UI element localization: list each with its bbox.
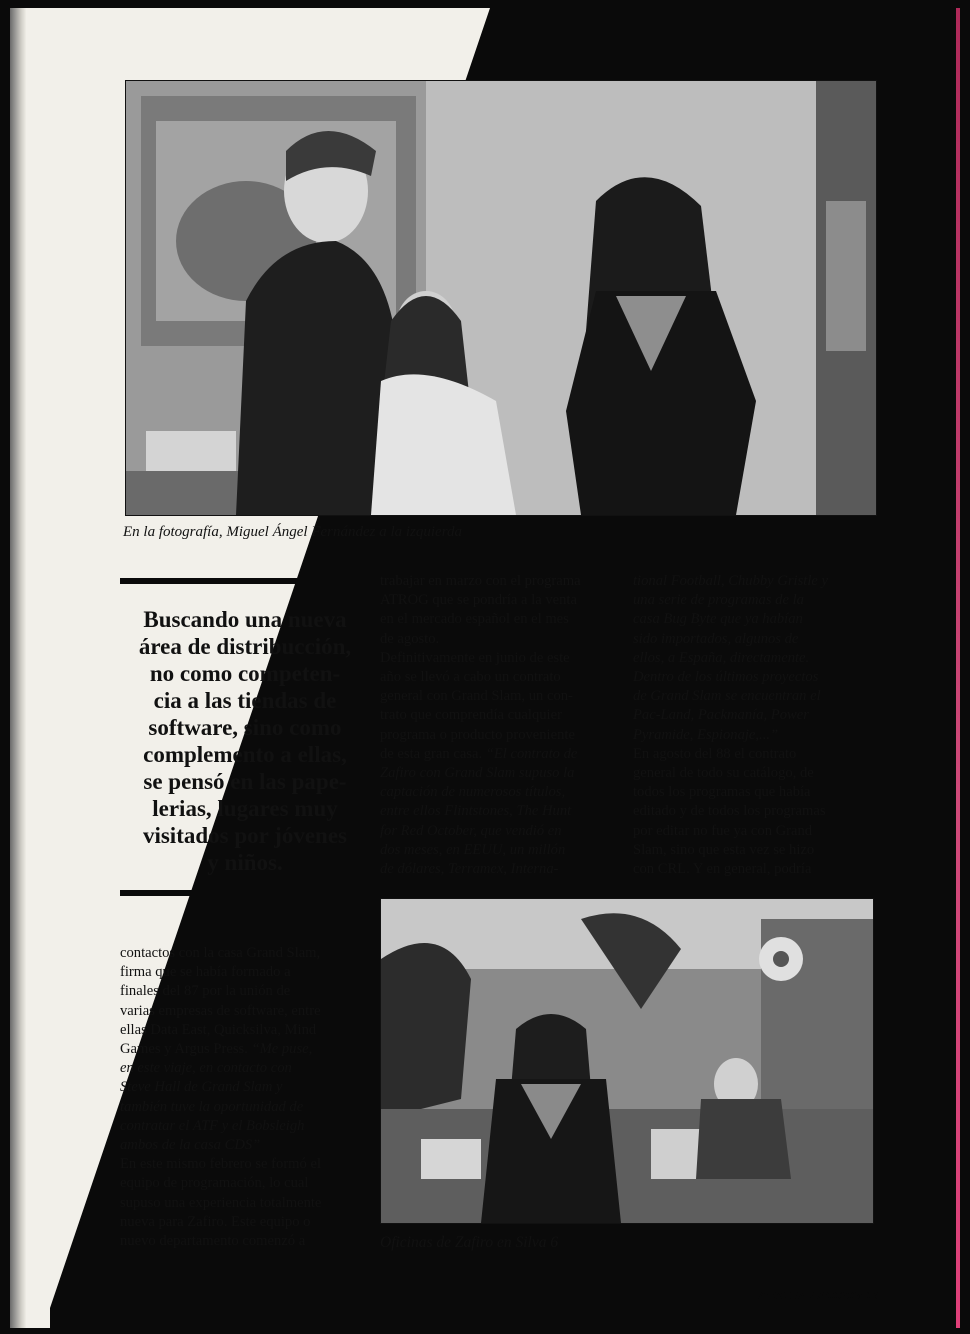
pullquote-line: área de distribucción, (138, 634, 352, 659)
text-line: general de todo su catálogo, de (633, 765, 814, 782)
pullquote-line: se pensó en las pape- (143, 769, 347, 794)
text-line: de agosto. (380, 630, 440, 647)
text-line: casa Bug Byte que ya habían (633, 611, 803, 628)
text-line: Zafiro con Grand Slam supuso la (380, 765, 575, 782)
text-line: con CRL. Y en general, podría (633, 861, 812, 878)
text-line: Slam, sino que esta vez se hizo (633, 841, 815, 858)
pullquote-line: no como competen- (149, 661, 341, 686)
text-line: todos los programas que había (633, 784, 811, 801)
text-line: Pyramide, Espionaje,...” (633, 726, 779, 743)
text-line: dos meses, en EEUU, un millón (380, 841, 566, 858)
text-line: en el mercado español en el mes (380, 611, 569, 628)
photo-office-phone-icon (381, 899, 873, 1223)
pullquote-line: software, sino como (148, 715, 342, 740)
text-line: supuso una experiencia totalmente (120, 1194, 322, 1211)
text-line: captación de numerosos títulos, (380, 784, 566, 801)
text-line: año se llevó a cabo un contrato (380, 669, 561, 686)
text-line: editado y de todos los programas (633, 803, 826, 820)
text-line: también tuve la oportunidad de (120, 1098, 304, 1115)
photo-office-meeting-icon (126, 81, 876, 515)
text-line: contratar el ATF y el Bobsleigh (120, 1117, 305, 1134)
caption-bottom: Oficinas de Zafiro en Silva 6 (380, 1234, 559, 1251)
text-line: contactos con la casa Grand Slam, (120, 945, 321, 961)
text-line: for Red October, que vendió en (380, 822, 562, 839)
pullquote-line: cia a las tiendas de (153, 688, 337, 713)
text-line: equipo de programación, lo cual (120, 1175, 309, 1192)
text-line: programa o producto proveniente (380, 726, 575, 743)
text-line: En este mismo febrero se formó el (120, 1156, 322, 1173)
text-line: nuevo departamento comenzó a (120, 1233, 306, 1250)
text-line: ellos, a España, directamente. (633, 649, 810, 666)
text-line (120, 1040, 375, 1059)
page-footer: AMSTRAD ACCION 15 (758, 1290, 878, 1302)
text-column-middle (380, 572, 630, 879)
text-line: general con Grand Slam, un con- (380, 688, 573, 705)
text-column-right (633, 572, 878, 879)
text-line: Pac-Land, Packmanía, Power (633, 707, 809, 724)
text-line: trato que comprendía cualquier (380, 707, 562, 724)
text-line: de Grand Slam se encuentran el (633, 688, 821, 705)
text-line: Steve Hall de Grand Slam y (120, 1079, 283, 1096)
text-line: En agosto del 88 el contrato (633, 745, 797, 762)
text-line-emphasis: “El contrato de (485, 745, 578, 762)
text-line: sido importados, algunos de (633, 630, 799, 647)
pullquote-rule-bottom (120, 890, 365, 896)
pullquote-rule-top (120, 578, 365, 584)
text-line: firma que se había formado a (120, 964, 291, 981)
pullquote-line: lerias, lugares muy (152, 796, 338, 821)
text-line: ambos de la casa CDS” (120, 1137, 261, 1154)
text-line-plain: de esta gran casa. (380, 745, 486, 762)
photo-bottom (380, 898, 874, 1224)
magazine-page (10, 8, 960, 1328)
text-line: Definitivamente en junio de este (380, 649, 570, 666)
text-line: entre ellos Flintstones, The Hunt (380, 803, 572, 820)
pullquote-line: y niños. (207, 850, 283, 875)
text-line: en este viaje, en contacto con (120, 1060, 292, 1077)
page-edge-color (956, 8, 960, 1328)
text-line: ATROG que se pondría a la venta (380, 592, 577, 609)
text-line: trabajar en marzo con el programa (380, 573, 581, 589)
text-line-plain: Games y Argus Press. (120, 1041, 252, 1058)
text-line: finales del 87 por la unión de (120, 983, 291, 1000)
text-line: una serie de programas de la (633, 592, 804, 609)
pullquote-line: Buscando una nueva (143, 607, 347, 632)
photo-top (125, 80, 877, 516)
pullquote-line: visitados por jóvenes (142, 823, 348, 848)
text-line (380, 745, 630, 764)
text-line-emphasis: “Me puse, (251, 1041, 313, 1058)
text-line: nueva para Zafiro. Este equipo o (120, 1213, 311, 1230)
pullquote-line: complemento a ellas, (143, 742, 347, 767)
text-line: varias empresas de software, entre (120, 1002, 321, 1019)
text-line: Dentro de los últimos proyectos (633, 669, 819, 686)
text-column-left (120, 944, 375, 1251)
text-line: por editar no fue ya con Grand (633, 822, 813, 839)
text-line: de dólares, Terramex, Interna- (380, 861, 559, 878)
text-line: ellas Data East, Quicksilva, Mind (120, 1021, 317, 1038)
text-line: tional Football, Chubby Gristle y (633, 573, 828, 589)
pull-quote (120, 606, 370, 876)
caption-top: En la fotografía, Miguel Ángel Fernández a la izquierda (123, 524, 462, 540)
